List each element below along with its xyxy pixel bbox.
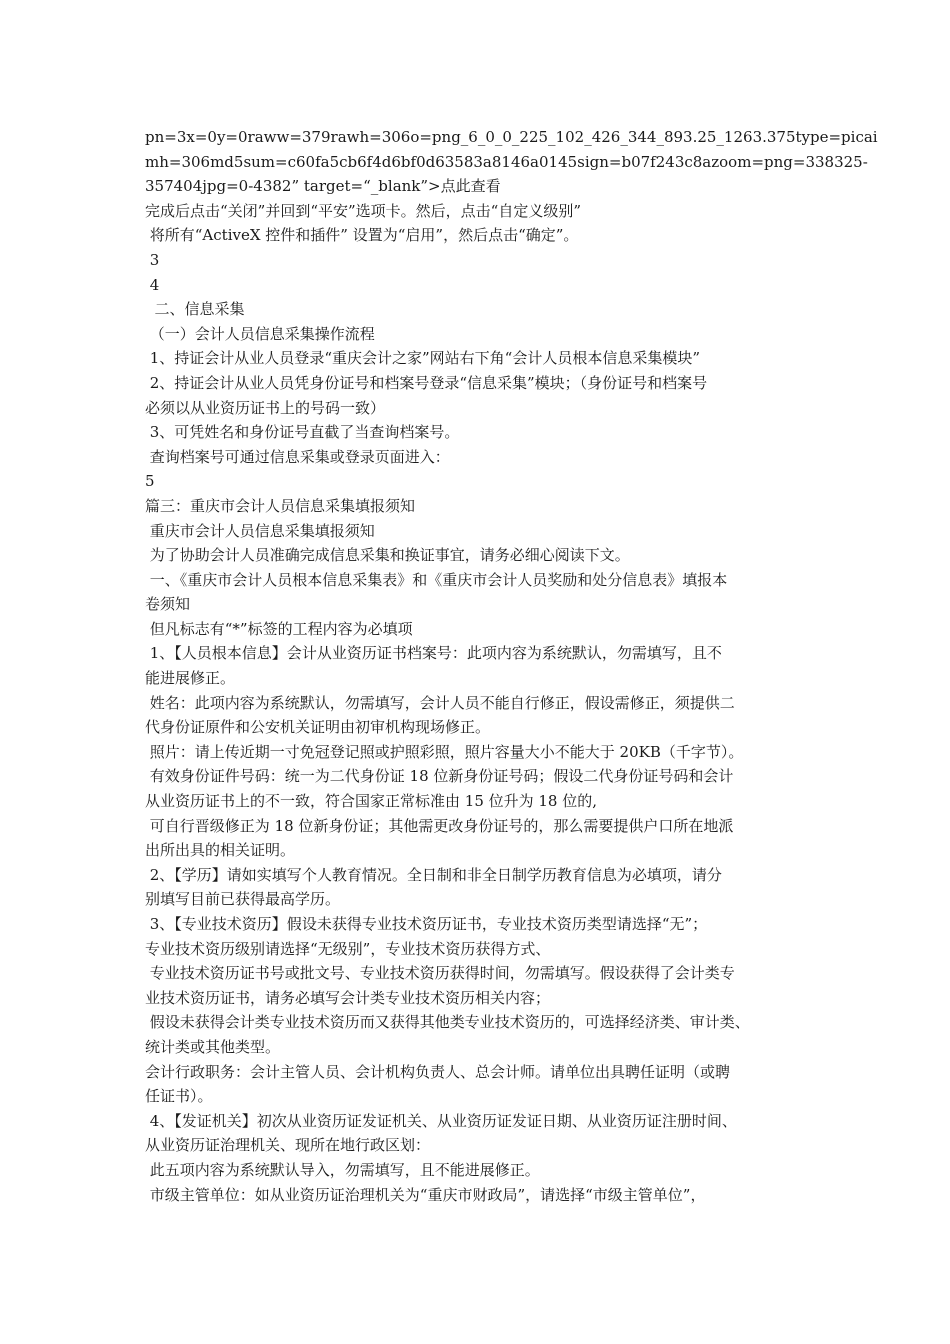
text-line: 一、《重庆市会计人员根本信息采集表》和《重庆市会计人员奖励和处分信息表》填报本	[145, 570, 728, 589]
text-line: 假设未获得会计类专业技术资历而又获得其他类专业技术资历的，可选择经济类、审计类、	[145, 1013, 750, 1032]
text-line: 3、【专业技术资历】假设未获得专业技术资历证书，专业技术资历类型请选择“无”；	[145, 915, 708, 933]
text-line: 1、【人员根本信息】会计从业资历证书档案号：此项内容为系统默认，勿需填写，且不	[145, 644, 722, 663]
text-line: 1、持证会计从业人员登录“重庆会计之家”网站右下角“会计人员根本信息采集模块”	[145, 349, 700, 368]
text-line: 统计类或其他类型。	[145, 1037, 281, 1056]
text-line: 可自行晋级修正为 18 位新身份证；其他需更改身份证号的，那么需要提供户口所在地派	[145, 816, 734, 835]
text-line: 姓名：此项内容为系统默认，勿需填写，会计人员不能自行修正，假设需修正，须提供二	[145, 693, 735, 712]
text-line: 2、【学历】请如实填写个人教育情况。全日制和非全日制学历教育信息为必填项，请分	[145, 865, 722, 884]
text-line: pn=3x=0y=0raww=379rawh=306o=png_6_0_0_225_102_426_344_893.25_1263.375type=picai	[145, 128, 878, 146]
text-line: 市级主管单位：如从业资历证治理机关为“重庆市财政局”，请选择“市级主管单位”，	[145, 1185, 706, 1204]
text-line: mh=306md5sum=c60fa5cb6f4d6bf0d63583a8146a0145sign=b07f243c8azoom=png=338325-	[145, 152, 868, 171]
text-line: 查询档案号可通过信息采集或登录页面进入：	[145, 447, 450, 466]
text-line: 专业技术资历级别请选择“无级别”，专业技术资历获得方式、	[145, 939, 551, 958]
text-line: 专业技术资历证书号或批文号、专业技术资历获得时间，勿需填写。假设获得了会计类专	[145, 964, 735, 983]
text-line: 业技术资历证书，请务必填写会计类专业技术资历相关内容；	[145, 988, 551, 1007]
page-number-3: 3	[145, 250, 160, 269]
document-title: 重庆市会计人员信息采集填报须知	[145, 521, 375, 540]
chapter-heading: 篇三：重庆市会计人员信息采集填报须知	[145, 496, 416, 515]
text-line: 2、持证会计从业人员凭身份证号和档案号登录“信息采集”模块；（身份证号和档案号	[145, 373, 708, 392]
page-number-5: 5	[145, 472, 155, 491]
document-page	[145, 125, 878, 1207]
text-line: 代身份证原件和公安机关证明由初审机构现场修正。	[145, 718, 491, 737]
text-line: 会计行政职务：会计主管人员、会计机构负责人、总会计师。请单位出具聘任证明（或聘	[145, 1062, 731, 1081]
text-line: 任证书）。	[145, 1087, 213, 1106]
text-line: 能进展修正。	[145, 669, 236, 688]
section-heading: 二、信息采集	[145, 300, 245, 319]
page-number-4: 4	[145, 275, 160, 294]
text-line: 别填写目前已获得最高学历。	[145, 890, 341, 909]
text-line: 照片：请上传近期一寸免冠登记照或护照彩照，照片容量大小不能大于 20KB（千字节）。	[145, 742, 744, 761]
text-line: 357404jpg=0-4382” target=“_blank”>点此查看	[145, 177, 501, 196]
text-line: 有效身份证件号码：统一为二代身份证 18 位新身份证号码；假设二代身份证号码和会计	[145, 767, 734, 786]
text-line: 4、【发证机关】初次从业资历证发证机关、从业资历证发证日期、从业资历证注册时间、	[145, 1111, 737, 1130]
subsection-heading: （一）会计人员信息采集操作流程	[145, 324, 375, 343]
text-line: 卷须知	[145, 595, 191, 614]
text-line: 但凡标志有“*”标签的工程内容为必填项	[145, 619, 413, 638]
text-line: 从业资历证书上的不一致，符合国家正常标准由 15 位升为 18 位的,	[145, 792, 598, 811]
text-line: 完成后点击“关闭”并回到“平安”选项卡。然后，点击“自定义级别”	[145, 201, 582, 220]
text-line: 必须以从业资历证书上的号码一致）	[145, 398, 386, 417]
text-line: 从业资历证治理机关、现所在地行政区划：	[145, 1136, 431, 1155]
text-line: 此五项内容为系统默认导入，勿需填写，且不能进展修正。	[145, 1160, 540, 1179]
text-line: 为了协助会计人员准确完成信息采集和换证事宜，请务必细心阅读下文。	[145, 546, 630, 565]
text-line: 将所有“ActiveX 控件和插件” 设置为“启用”，然后点击“确定”。	[145, 226, 579, 245]
text-line: 出所出具的相关证明。	[145, 841, 296, 860]
text-line: 3、可凭姓名和身份证号直截了当查询档案号。	[145, 423, 460, 442]
